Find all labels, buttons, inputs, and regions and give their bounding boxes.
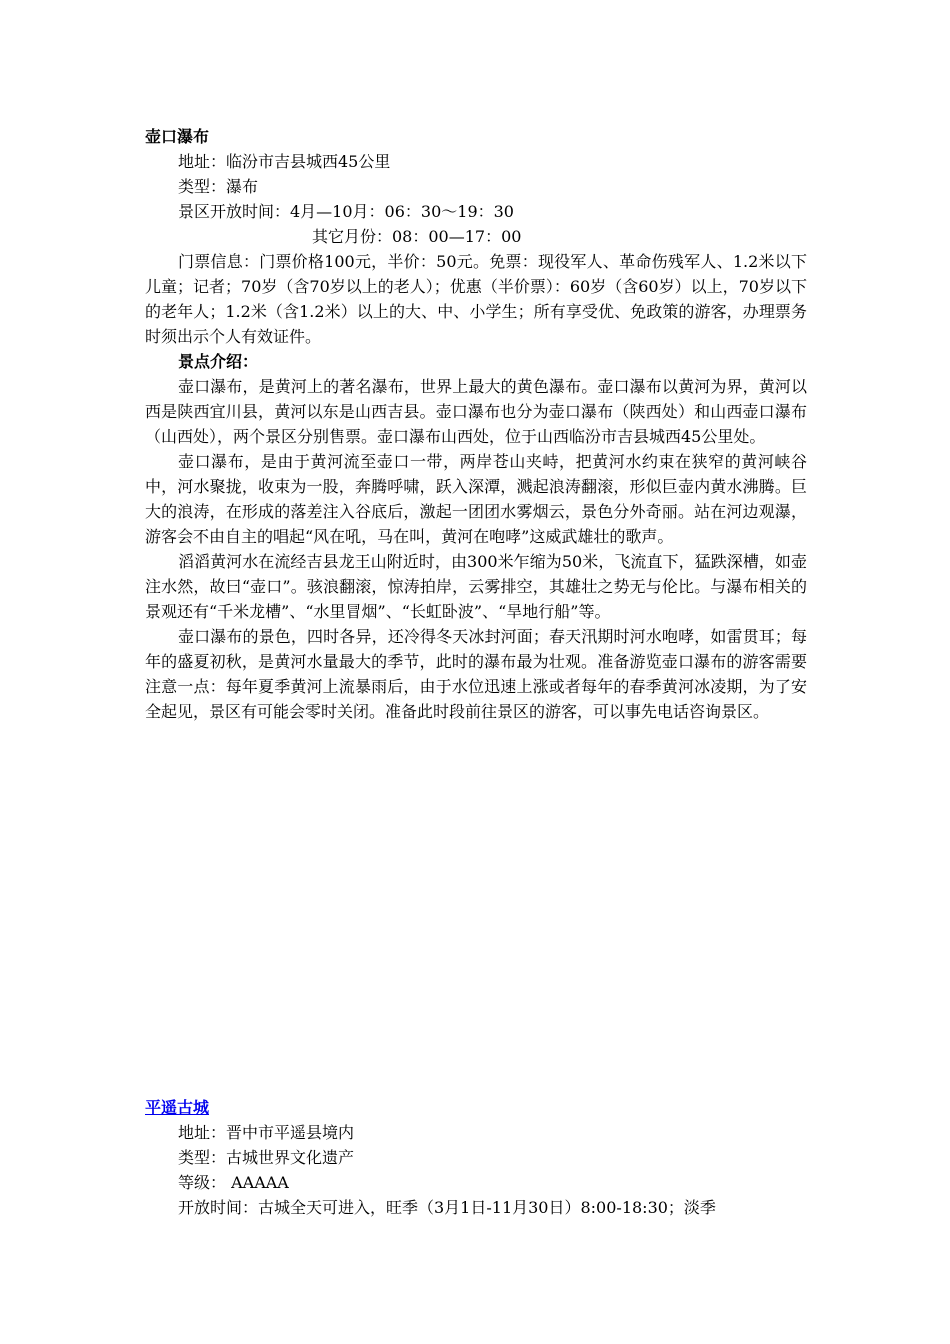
pingyao-title-link[interactable]: 平遥古城 xyxy=(145,1098,210,1117)
pingyao-level: 等级： AAAAA xyxy=(178,1173,289,1192)
hukou-section xyxy=(145,124,807,724)
hukou-address: 地址：临汾市吉县城西45公里 xyxy=(178,152,391,171)
hukou-intro-heading: 景点介绍： xyxy=(178,352,259,371)
pingyao-type: 类型：古城世界文化遗产 xyxy=(178,1148,355,1167)
hukou-title: 壶口瀑布 xyxy=(145,127,210,146)
pingyao-address: 地址：晋中市平遥县境内 xyxy=(178,1123,355,1142)
pingyao-section xyxy=(145,1095,807,1220)
hukou-intro-paragraph-4: 壶口瀑布的景色，四时各异，还冷得冬天冰封河面；春天汛期时河水咆哮，如雷贯耳；每年的盛夏初秋，是黄河水量最大的季节，此时的瀑布最为壮观。准备游览壶口瀑布的游客需要注意一点：每年夏季黄河上流暴雨后，由于水位迅速上涨或者每年的春季黄河冰凌期，为了安全起见，景区有可能会零时关闭。准备此时段前往景区的游客，可以事先电话咨询景区。 xyxy=(145,627,807,721)
pingyao-title-container xyxy=(145,1095,807,1120)
hukou-intro-paragraph-2: 壶口瀑布，是由于黄河流至壶口一带，两岸苍山夹峙，把黄河水约束在狭窄的黄河峡谷中，河水聚拢，收束为一股，奔腾呼啸，跃入深潭，溅起浪涛翻滚，形似巨壶内黄水沸腾。巨大的浪涛，在形成的落差注入谷底后，激起一团团水雾烟云，景色分外奇丽。站在河边观瀑，游客会不由自主的唱起“风在吼，马在叫，黄河在咆哮”这威武雄壮的歌声。 xyxy=(145,452,807,546)
hukou-type: 类型：瀑布 xyxy=(178,177,259,196)
hukou-hours-main: 景区开放时间：4月—10月：06：30～19：30 xyxy=(178,202,514,221)
hukou-intro-paragraph-3: 滔滔黄河水在流经吉县龙王山附近时，由300米乍缩为50米，飞流直下，猛跌深槽，如壶注水然，故曰“壶口”。骇浪翻滚，惊涛拍岸，云雾排空，其雄壮之势无与伦比。与瀑布相关的景观还有“千米龙槽”、“水里冒烟”、“长虹卧波”、“旱地行船”等。 xyxy=(145,552,807,621)
hukou-intro-paragraph-1: 壶口瀑布，是黄河上的著名瀑布，世界上最大的黄色瀑布。壶口瀑布以黄河为界，黄河以西是陕西宜川县，黄河以东是山西吉县。壶口瀑布也分为壶口瀑布（陕西处）和山西壶口瀑布（山西处），两个景区分别售票。壶口瀑布山西处，位于山西临汾市吉县城西45公里处。 xyxy=(145,377,807,446)
hukou-hours-other: 其它月份：08：00—17：00 xyxy=(312,227,522,246)
pingyao-hours: 开放时间：古城全天可进入，旺季（3月1日-11月30日）8:00-18:30；淡季 xyxy=(178,1198,716,1217)
hukou-ticket-info: 门票信息：门票价格100元，半价：50元。免票：现役军人、革命伤残军人、1.2米以下儿童；记者；70岁（含70岁以上的老人）；优惠（半价票）：60岁（含60岁）以上，70岁以下的老年人；1.2米（含1.2米）以上的大、中、小学生；所有享受优、免政策的游客，办理票务时须出示个人有效证件。 xyxy=(145,252,807,346)
